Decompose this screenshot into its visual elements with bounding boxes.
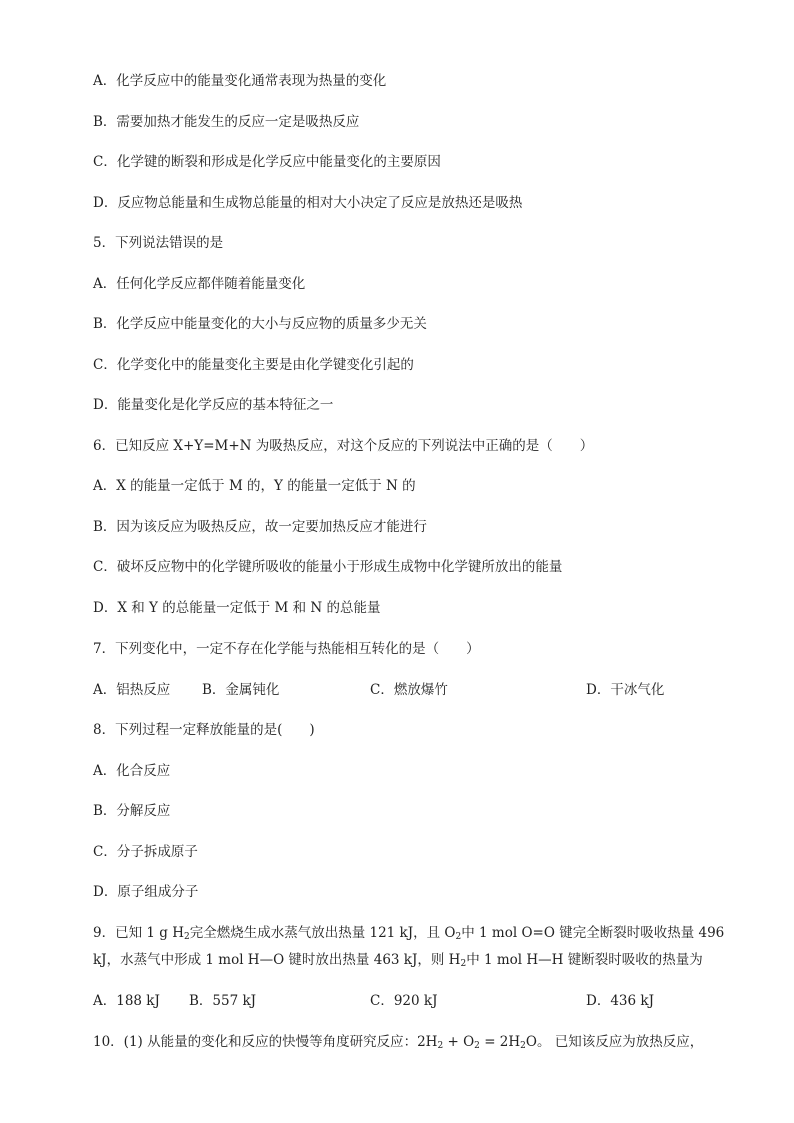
q7-option-a: A．铝热反应 bbox=[93, 682, 171, 698]
q9-stem-line2: kJ，水蒸气中形成 1 mol H—O 键时放出热量 463 kJ，则 $H_2$中 1 mol H—H 键断裂时吸收的热量为 bbox=[93, 952, 703, 969]
q5-option-c: C．化学变化中的能量变化主要是由化学键变化引起的 bbox=[93, 357, 414, 373]
q6-option-c: C．破坏反应物中的化学键所吸收的能量小于形成生成物中化学键所放出的能量 bbox=[93, 559, 563, 575]
q8-option-b: B．分解反应 bbox=[93, 803, 171, 819]
q5-option-a: A．任何化学反应都伴随着能量变化 bbox=[93, 276, 306, 292]
q9-option-d: D．436 kJ bbox=[586, 993, 654, 1009]
q7-option-b: B．金属钝化 bbox=[202, 682, 280, 698]
q10-stem: 10．(1) 从能量的变化和反应的快慢等角度研究反应：$2H_2 + O_2 = 2H_2O$。 已知该反应为放热反应， bbox=[93, 1034, 704, 1051]
q9-option-a: A．188 kJ bbox=[93, 993, 160, 1009]
q9-option-c: C．920 kJ bbox=[370, 993, 438, 1009]
q7-stem: 7．下列变化中，一定不存在化学能与热能相互转化的是（ ） bbox=[93, 641, 480, 657]
q5-stem: 5．下列说法错误的是 bbox=[93, 235, 224, 251]
q5-option-b: B．化学反应中能量变化的大小与反应物的质量多少无关 bbox=[93, 316, 427, 332]
q8-option-d: D．原子组成分子 bbox=[93, 884, 199, 900]
q8-option-c: C．分子拆成原子 bbox=[93, 844, 198, 860]
q6-option-b: B．因为该反应为吸热反应，故一定要加热反应才能进行 bbox=[93, 519, 427, 535]
q8-option-a: A．化合反应 bbox=[93, 763, 171, 779]
q7-option-d: D．干冰气化 bbox=[586, 682, 665, 698]
q4-option-c: C．化学键的断裂和形成是化学反应中能量变化的主要原因 bbox=[93, 154, 441, 170]
q8-stem: 8．下列过程一定释放能量的是( ) bbox=[93, 722, 315, 738]
q9-stem-line1: 9．已知 1 g $H_2$完全燃烧生成水蒸气放出热量 121 kJ，且 $O_2$中 1 mol O=O 键完全断裂时吸收热量 496 bbox=[93, 925, 725, 942]
q5-option-d: D．能量变化是化学反应的基本特征之一 bbox=[93, 397, 334, 413]
q9-option-b: B．557 kJ bbox=[189, 993, 257, 1009]
q4-option-d: D．反应物总能量和生成物总能量的相对大小决定了反应是放热还是吸热 bbox=[93, 195, 523, 211]
q4-option-b: B．需要加热才能发生的反应一定是吸热反应 bbox=[93, 114, 360, 130]
q6-stem: 6．已知反应 X+Y=M+N 为吸热反应，对这个反应的下列说法中正确的是（ ） bbox=[93, 438, 594, 454]
q7-option-c: C．燃放爆竹 bbox=[370, 682, 448, 698]
q6-option-d: D．X 和 Y 的总能量一定低于 M 和 N 的总能量 bbox=[93, 600, 381, 616]
q4-option-a: A．化学反应中的能量变化通常表现为热量的变化 bbox=[93, 73, 387, 89]
q6-option-a: A．X 的能量一定低于 M 的，Y 的能量一定低于 N 的 bbox=[93, 478, 416, 494]
